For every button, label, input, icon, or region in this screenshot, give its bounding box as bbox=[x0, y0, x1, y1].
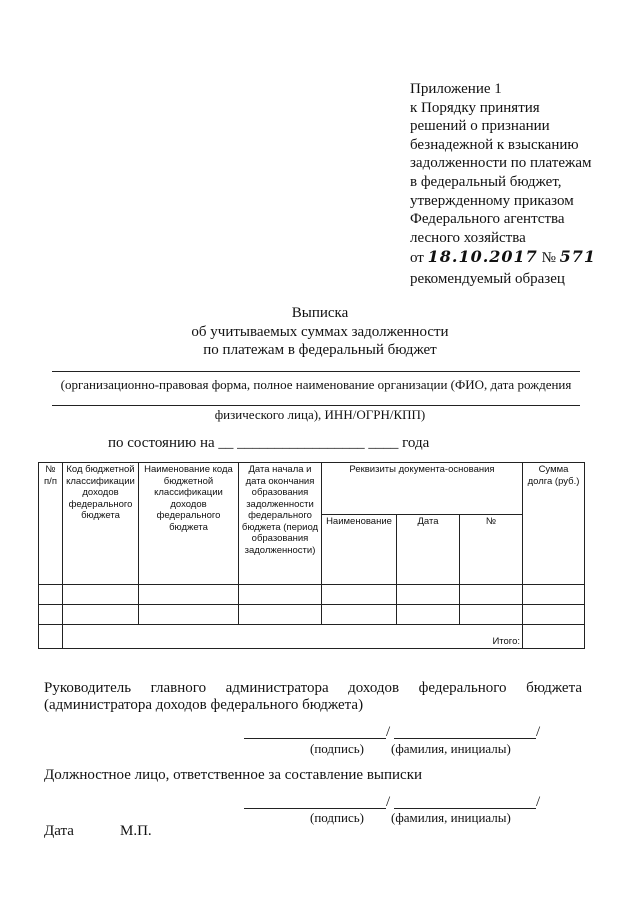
org-caption-2: физического лица), ИНН/ОГРН/КПП) bbox=[214, 407, 426, 422]
appendix-line: безнадежной к взысканию bbox=[410, 136, 579, 153]
as-of-date bbox=[108, 435, 429, 452]
table-cell[interactable] bbox=[139, 605, 239, 625]
org-details-line bbox=[52, 405, 580, 406]
head-signatory bbox=[44, 680, 582, 714]
title-line-2: об учитываемых суммах задолженности bbox=[191, 323, 449, 340]
slash-separator: / bbox=[536, 724, 541, 740]
table-cell[interactable] bbox=[460, 585, 523, 605]
header-amount: Сумма долга (руб.) bbox=[523, 463, 585, 585]
table-cell[interactable] bbox=[460, 605, 523, 625]
total-amount-cell[interactable] bbox=[523, 625, 585, 649]
appendix-block bbox=[410, 80, 596, 268]
head-word: Руководитель bbox=[44, 680, 132, 696]
as-of-suffix: года bbox=[402, 435, 430, 451]
table-cell[interactable] bbox=[239, 585, 322, 605]
header-doc-num: № bbox=[460, 515, 523, 585]
document-title bbox=[0, 304, 640, 360]
table-row bbox=[39, 585, 585, 605]
order-number: 571 bbox=[559, 247, 597, 267]
official-name-line[interactable] bbox=[394, 808, 536, 809]
table-cell[interactable] bbox=[322, 585, 397, 605]
official-name-caption: (фамилия, инициалы) bbox=[391, 810, 511, 825]
table-cell[interactable] bbox=[63, 605, 139, 625]
date-label: Дата bbox=[44, 823, 74, 839]
as-of-blank: __ _________________ ____ bbox=[218, 435, 399, 451]
appendix-line: в федеральный бюджет, bbox=[410, 173, 562, 190]
head-line-1 bbox=[44, 680, 582, 697]
header-doc-group: Реквизиты документа-основания bbox=[322, 463, 523, 515]
order-date: 18.10.2017 bbox=[427, 247, 538, 267]
table-cell[interactable] bbox=[523, 605, 585, 625]
table-cell[interactable] bbox=[397, 605, 460, 625]
as-of-prefix: по состоянию на bbox=[108, 435, 215, 451]
table-row bbox=[39, 605, 585, 625]
header-code: Код бюджетной классификации доходов федерального бюджета bbox=[63, 463, 139, 585]
slash-separator: / bbox=[386, 794, 391, 810]
appendix-line: к Порядку принятия bbox=[410, 99, 540, 116]
order-number-sign: № bbox=[541, 250, 556, 267]
title-line-1: Выписка bbox=[291, 305, 349, 321]
table-cell[interactable] bbox=[139, 585, 239, 605]
head-name-caption: (фамилия, инициалы) bbox=[391, 741, 511, 756]
head-word: бюджета bbox=[526, 680, 582, 696]
title-line-3: по платежам в федеральный бюджет bbox=[203, 342, 437, 358]
head-word: федерального bbox=[418, 680, 507, 696]
head-word: доходов bbox=[348, 680, 400, 696]
appendix-line: решений о признании bbox=[410, 118, 550, 135]
table-cell[interactable] bbox=[63, 585, 139, 605]
head-word: администратора bbox=[225, 680, 329, 696]
org-name-line bbox=[52, 371, 580, 372]
order-line bbox=[410, 248, 596, 268]
official-sign-caption: (подпись) bbox=[310, 810, 364, 825]
total-num-cell bbox=[39, 625, 63, 649]
header-num: № п/п bbox=[39, 463, 63, 585]
appendix-line: Приложение 1 bbox=[410, 81, 502, 97]
total-row bbox=[39, 625, 585, 649]
appendix-line: Федерального агентства bbox=[410, 211, 565, 228]
sample-note: рекомендуемый образец bbox=[410, 271, 565, 287]
appendix-line: утвержденному приказом bbox=[410, 192, 574, 209]
header-code-name: Наименование кода бюджетной классификации доходов федерального бюджета bbox=[139, 463, 239, 585]
appendix-line: лесного хозяйства bbox=[410, 229, 526, 246]
table-cell[interactable] bbox=[523, 585, 585, 605]
table-cell[interactable] bbox=[322, 605, 397, 625]
org-caption-1: (организационно-правовая форма, полное наименование организации (ФИО, дата рождения bbox=[60, 377, 572, 392]
official-signature-line[interactable] bbox=[244, 808, 386, 809]
head-word: главного bbox=[150, 680, 207, 696]
head-sign-caption: (подпись) bbox=[310, 741, 364, 756]
head-signature-line[interactable] bbox=[244, 738, 386, 739]
table-cell[interactable] bbox=[39, 605, 63, 625]
table-cell[interactable] bbox=[39, 585, 63, 605]
slash-separator: / bbox=[386, 724, 391, 740]
stamp-label: М.П. bbox=[120, 823, 152, 839]
header-doc-name: Наименование bbox=[322, 515, 397, 585]
appendix-line: задолженности по платежам bbox=[410, 155, 592, 172]
debt-table bbox=[38, 462, 585, 649]
table-cell[interactable] bbox=[239, 605, 322, 625]
slash-separator: / bbox=[536, 794, 541, 810]
header-doc-date: Дата bbox=[397, 515, 460, 585]
order-prefix: от bbox=[410, 250, 424, 267]
total-label: Итого: bbox=[63, 625, 523, 649]
head-name-line[interactable] bbox=[394, 738, 536, 739]
table-cell[interactable] bbox=[397, 585, 460, 605]
head-line-2: (администратора доходов федерального бюджета) bbox=[44, 697, 364, 713]
official-label: Должностное лицо, ответственное за составление выписки bbox=[44, 767, 423, 783]
header-period: Дата начала и дата окончания образования задолженности федерального бюджета (период образования задолженности) bbox=[239, 463, 322, 585]
